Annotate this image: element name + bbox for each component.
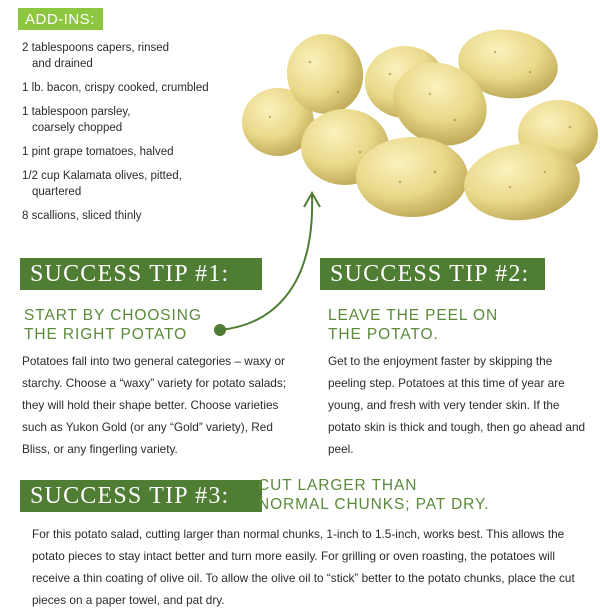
list-item	[22, 80, 252, 96]
list-item-text: coarsely chopped	[32, 122, 123, 134]
tip2-banner: SUCCESS TIP #2:	[320, 258, 545, 290]
list-item-text: 1 tablespoon parsley,	[22, 106, 131, 118]
list-item	[22, 144, 252, 160]
tip3-heading-line: NORMAL CHUNKS; PAT DRY.	[258, 496, 490, 513]
list-item-text: 2 tablespoons capers, rinsed	[22, 42, 170, 54]
tip1-body: Potatoes fall into two general categories – waxy or starchy. Choose a “waxy” variety for potato salads; they will hold their shape better. Choose varieties such as Yukon Gold (or any “Gold” variety), Red Bliss, or any fingerling variety.	[22, 354, 287, 456]
list-item	[22, 40, 252, 72]
list-item-text: and drained	[32, 58, 93, 70]
tip2-body: Get to the enjoyment faster by skipping the peeling step. Potatoes at this time of year are young, and fresh with very tender skin. If the potato skin is thick and tough, then go ahead and peel.	[328, 354, 586, 456]
list-item-text: 1 pint grape tomatoes, halved	[22, 146, 174, 158]
list-item-text: quartered	[32, 186, 82, 198]
potato	[356, 137, 468, 217]
tip3-heading	[258, 476, 558, 514]
tip1-banner: SUCCESS TIP #1:	[20, 258, 262, 290]
tip1-heading-line: THE RIGHT POTATO	[24, 326, 188, 343]
tip3-heading-line: CUT LARGER THAN	[258, 477, 418, 494]
list-item-text: 1/2 cup Kalamata olives, pitted,	[22, 170, 182, 182]
list-item-text: 8 scallions, sliced thinly	[22, 210, 142, 222]
tip2-heading-line: LEAVE THE PEEL ON	[328, 307, 499, 324]
addins-label: ADD-INS:	[18, 8, 103, 30]
tip2-heading	[328, 306, 568, 344]
tip3-body: For this potato salad, cutting larger than normal chunks, 1-inch to 1.5-inch, works best. This allows the potato pieces to stay intact better and turn more easily. For grilling or oven roasting, the potatoes will receive a thin coating of olive oil. To allow the olive oil to “stick” better to the potato chunks, place the cut pieces on a paper towel, and pat dry.	[32, 527, 575, 607]
tip2-heading-line: THE POTATO.	[328, 326, 439, 343]
list-item	[22, 104, 252, 136]
tip1-heading-line: START BY CHOOSING	[24, 307, 202, 324]
list-item-text: 1 lb. bacon, crispy cooked, crumbled	[22, 82, 209, 94]
tip1-heading	[24, 306, 244, 344]
tip3-banner: SUCCESS TIP #3:	[20, 480, 262, 512]
